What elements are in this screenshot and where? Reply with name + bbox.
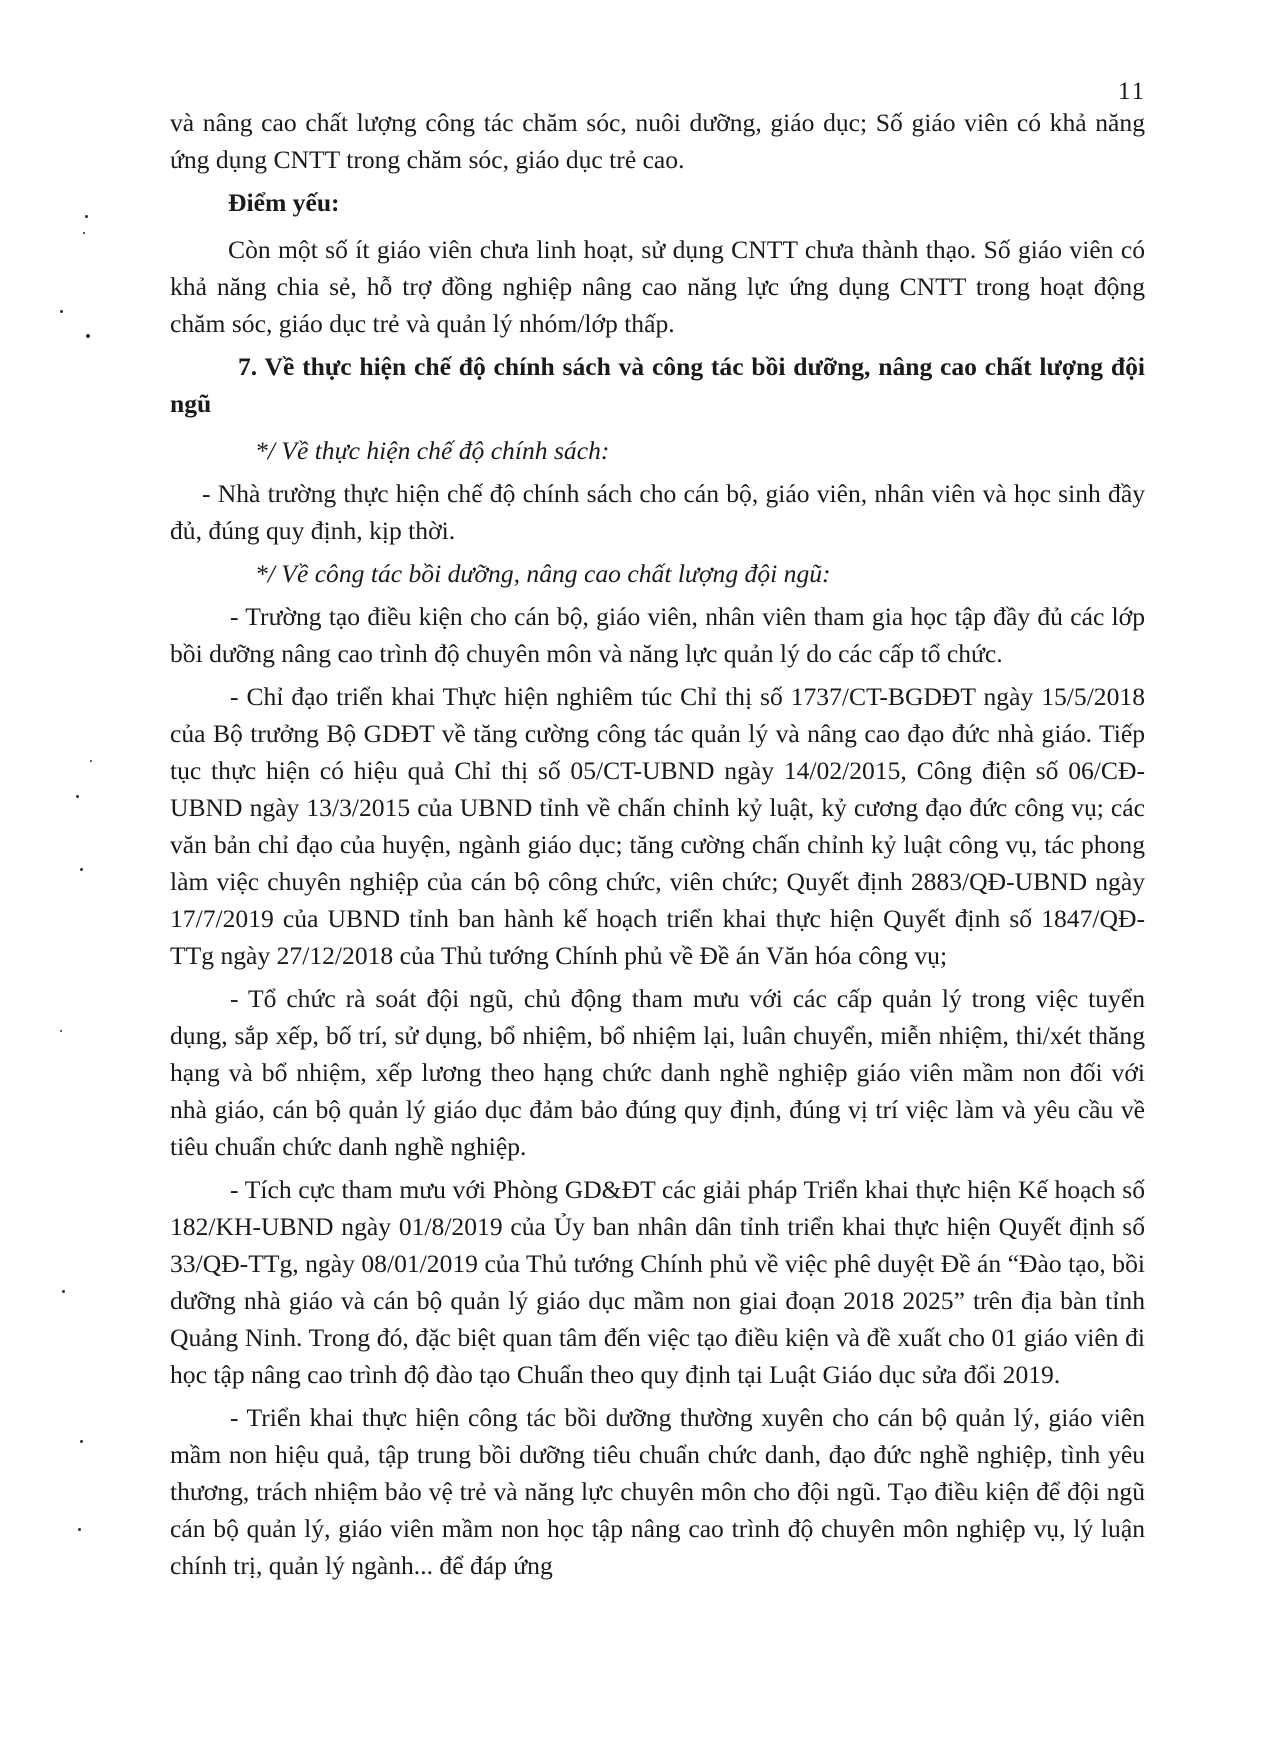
- paragraph: - Chỉ đạo triển khai Thực hiện nghiêm túc Chỉ thị số 1737/CT-BGDĐT ngày 15/5/2018 của Bộ trưởng Bộ GDĐT về tăng cường công tác quản lý và nâng cao đạo đức nhà giáo. Tiếp tục thực hiện có hiệu quả Chỉ thị số 05/CT-UBND ngày 14/02/2015, Công điện số 06/CĐ-UBND ngày 13/3/2015 của UBND tỉnh về chấn chỉnh kỷ luật, kỷ cương đạo đức công vụ; các văn bản chỉ đạo của huyện, ngành giáo dục; tăng cường chấn chỉnh kỷ luật công vụ, tác phong làm việc chuyên nghiệp của cán bộ công chức, viên chức; Quyết định 2883/QĐ-UBND ngày 17/7/2019 của UBND tỉnh ban hành kế hoạch triển khai thực hiện Quyết định số 1847/QĐ-TTg ngày 27/12/2018 của Thủ tướng Chính phủ về Đề án Văn hóa công vụ;: [170, 682, 1145, 970]
- section-heading: 7. Về thực hiện chế độ chính sách và công tác bồi dưỡng, nâng cao chất lượng đội ngũ: [170, 352, 1145, 418]
- scan-speck: [78, 1528, 81, 1531]
- scan-speck: [60, 310, 63, 313]
- scan-speck: [90, 760, 92, 762]
- paragraph: - Trường tạo điều kiện cho cán bộ, giáo viên, nhân viên tham gia học tập đầy đủ các lớp bồi dưỡng nâng cao trình độ chuyên môn và năng lực quản lý do các cấp tổ chức.: [170, 602, 1145, 668]
- scan-speck: [83, 232, 85, 234]
- paragraph: - Triển khai thực hiện công tác bồi dưỡng thường xuyên cho cán bộ quản lý, giáo viên mầm non hiệu quả, tập trung bồi dưỡng tiêu chuẩn chức danh, đạo đức nghề nghiệp, tình yêu thương, trách nhiệm bảo vệ trẻ và năng lực chuyên môn cho đội ngũ. Tạo điều kiện để đội ngũ cán bộ quản lý, giáo viên mầm non học tập nâng cao trình độ chuyên môn nghiệp vụ, lý luận chính trị, quản lý ngành... để đáp ứng: [170, 1403, 1145, 1580]
- scan-speck: [60, 1030, 62, 1032]
- scan-speck: [62, 1290, 65, 1293]
- page-number: 11: [1118, 78, 1147, 105]
- scan-speck: [80, 1440, 83, 1443]
- scan-speck: [76, 795, 79, 798]
- paragraph: - Nhà trường thực hiện chế độ chính sách cho cán bộ, giáo viên, nhân viên và học sinh đầy đủ, đúng quy định, kịp thời.: [170, 479, 1145, 545]
- subheading: */ Về công tác bồi dưỡng, nâng cao chất lượng đội ngũ:: [255, 559, 831, 588]
- paragraph: - Tổ chức rà soát đội ngũ, chủ động tham mưu với các cấp quản lý trong việc tuyển dụng, sắp xếp, bố trí, sử dụng, bổ nhiệm, bổ nhiệm lại, luân chuyển, miễn nhiệm, thi/xét thăng hạng và bổ nhiệm, xếp lương theo hạng chức danh nghề nghiệp giáo viên mầm non đối với nhà giáo, cán bộ quản lý giáo dục đảm bảo đúng quy định, đúng vị trí việc làm và yêu cầu về tiêu chuẩn chức danh nghề nghiệp.: [170, 984, 1145, 1161]
- paragraph: Còn một số ít giáo viên chưa linh hoạt, sử dụng CNTT chưa thành thạo. Số giáo viên có khả năng chia sẻ, hỗ trợ đồng nghiệp nâng cao năng lực ứng dụng CNTT trong hoạt động chăm sóc, giáo dục trẻ và quản lý nhóm/lớp thấp.: [170, 235, 1145, 338]
- paragraph: và nâng cao chất lượng công tác chăm sóc, nuôi dưỡng, giáo dục; Số giáo viên có khả năng ứng dụng CNTT trong chăm sóc, giáo dục trẻ cao.: [170, 108, 1145, 174]
- scan-speck: [85, 215, 88, 218]
- paragraph: - Tích cực tham mưu với Phòng GD&ĐT các giải pháp Triển khai thực hiện Kế hoạch số 182/KH-UBND ngày 01/8/2019 của Ủy ban nhân dân tỉnh triển khai thực hiện Quyết định số 33/QĐ-TTg, ngày 08/01/2019 của Thủ tướng Chính phủ về việc phê duyệt Đề án “Đào tạo, bồi dưỡng nhà giáo và cán bộ quản lý giáo dục mầm non giai đoạn 2018 2025” trên địa bàn tỉnh Quảng Ninh. Trong đó, đặc biệt quan tâm đến việc tạo điều kiện và đề xuất cho 01 giáo viên đi học tập nâng cao trình độ đào tạo Chuẩn theo quy định tại Luật Giáo dục sửa đổi 2019.: [170, 1175, 1145, 1389]
- scan-speck: [86, 334, 90, 338]
- scan-speck: [80, 868, 83, 871]
- document-body: [170, 104, 1145, 1590]
- subheading: */ Về thực hiện chế độ chính sách:: [255, 436, 610, 465]
- weakness-heading: Điểm yếu:: [228, 188, 340, 217]
